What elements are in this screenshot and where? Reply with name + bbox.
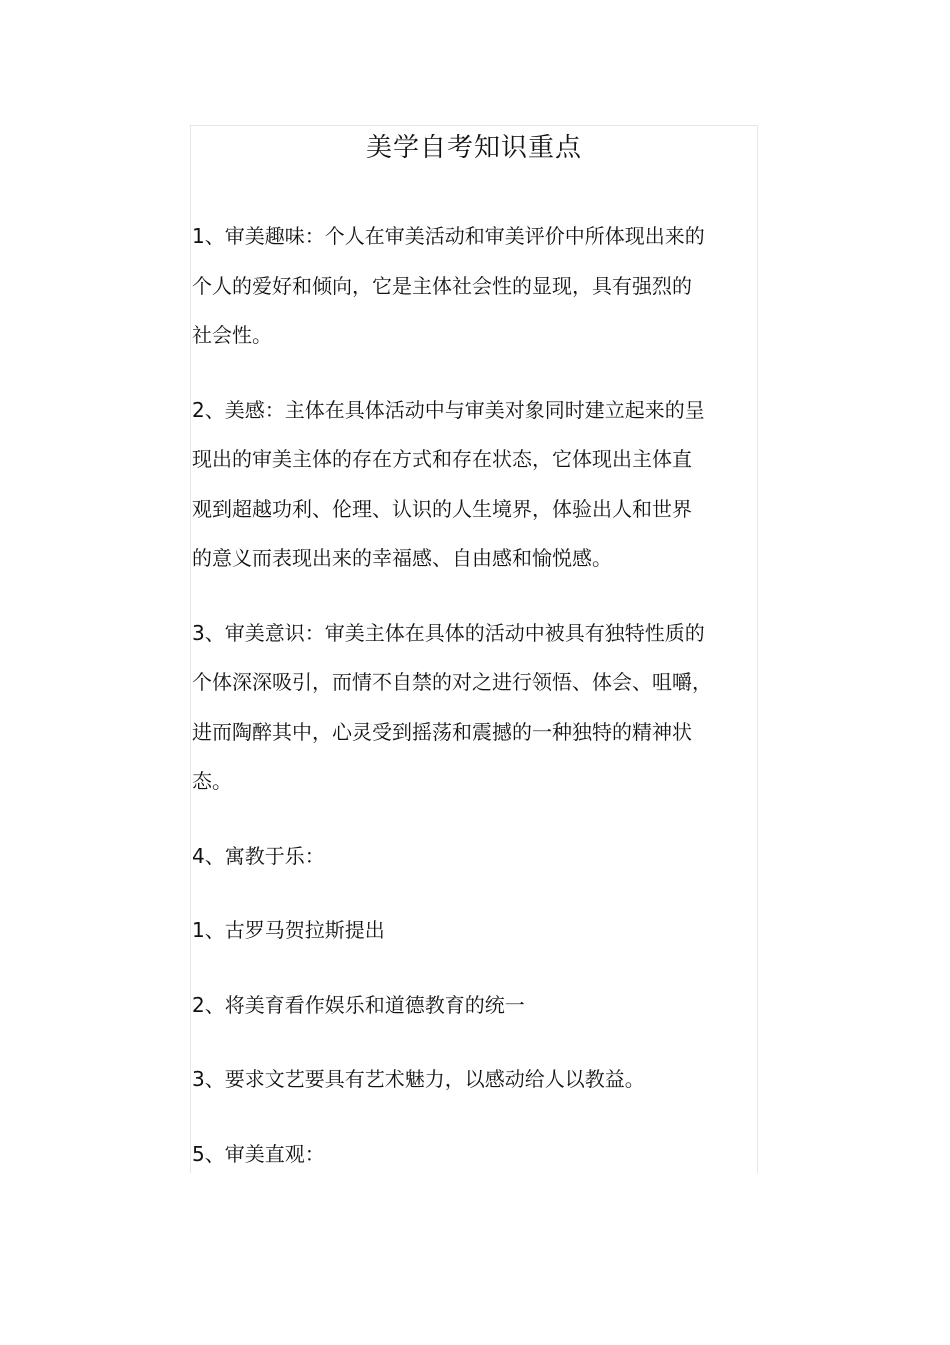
document-title: 美学自考知识重点 xyxy=(365,133,582,163)
paragraph-line: 5、审美直观： xyxy=(192,1141,325,1166)
paragraph-line: 个体深深吸引，而情不自禁的对之进行领悟、体会、咀嚼， xyxy=(192,670,712,694)
paragraph-line: 的意义而表现出来的幸福感、自由感和愉悦感。 xyxy=(192,546,612,570)
paragraph-line: 1、古罗马贺拉斯提出 xyxy=(192,918,385,942)
list-item xyxy=(192,981,732,1031)
paragraph-line: 观到超越功利、伦理、认识的人生境界，体验出人和世界 xyxy=(192,496,692,521)
paragraph-line: 4、寓教于乐： xyxy=(192,843,325,868)
list-item xyxy=(192,906,732,956)
paragraph-line: 1、审美趣味：个人在审美活动和审美评价中所体现出来的 xyxy=(192,224,705,248)
paragraph-line: 2、将美育看作娱乐和道德教育的统一 xyxy=(192,992,525,1017)
list-item xyxy=(192,1055,732,1105)
paragraph-line: 现出的审美主体的存在方式和存在状态，它体现出主体直 xyxy=(192,447,692,471)
document-page xyxy=(190,125,758,1173)
paragraph-aesthetic-consciousness xyxy=(192,609,732,807)
paragraph-line: 个人的爱好和倾向，它是主体社会性的显现，具有强烈的 xyxy=(192,273,692,298)
document-body xyxy=(192,212,732,1204)
heading-aesthetic-intuition xyxy=(192,1130,732,1180)
paragraph-line: 3、要求文艺要具有艺术魅力，以感动给人以教益。 xyxy=(192,1067,645,1091)
paragraph-line: 3、审美意识：审美主体在具体的活动中被具有独特性质的 xyxy=(192,620,705,645)
heading-teaching-through-pleasure xyxy=(192,832,732,882)
paragraph-line: 态。 xyxy=(192,769,232,793)
paragraph-aesthetic-sense xyxy=(192,386,732,584)
paragraph-aesthetic-taste xyxy=(192,212,732,361)
paragraph-line: 社会性。 xyxy=(192,323,272,347)
paragraph-line: 2、美感：主体在具体活动中与审美对象同时建立起来的呈 xyxy=(192,397,705,422)
paragraph-line: 进而陶醉其中，心灵受到摇荡和震撼的一种独特的精神状 xyxy=(192,719,692,744)
